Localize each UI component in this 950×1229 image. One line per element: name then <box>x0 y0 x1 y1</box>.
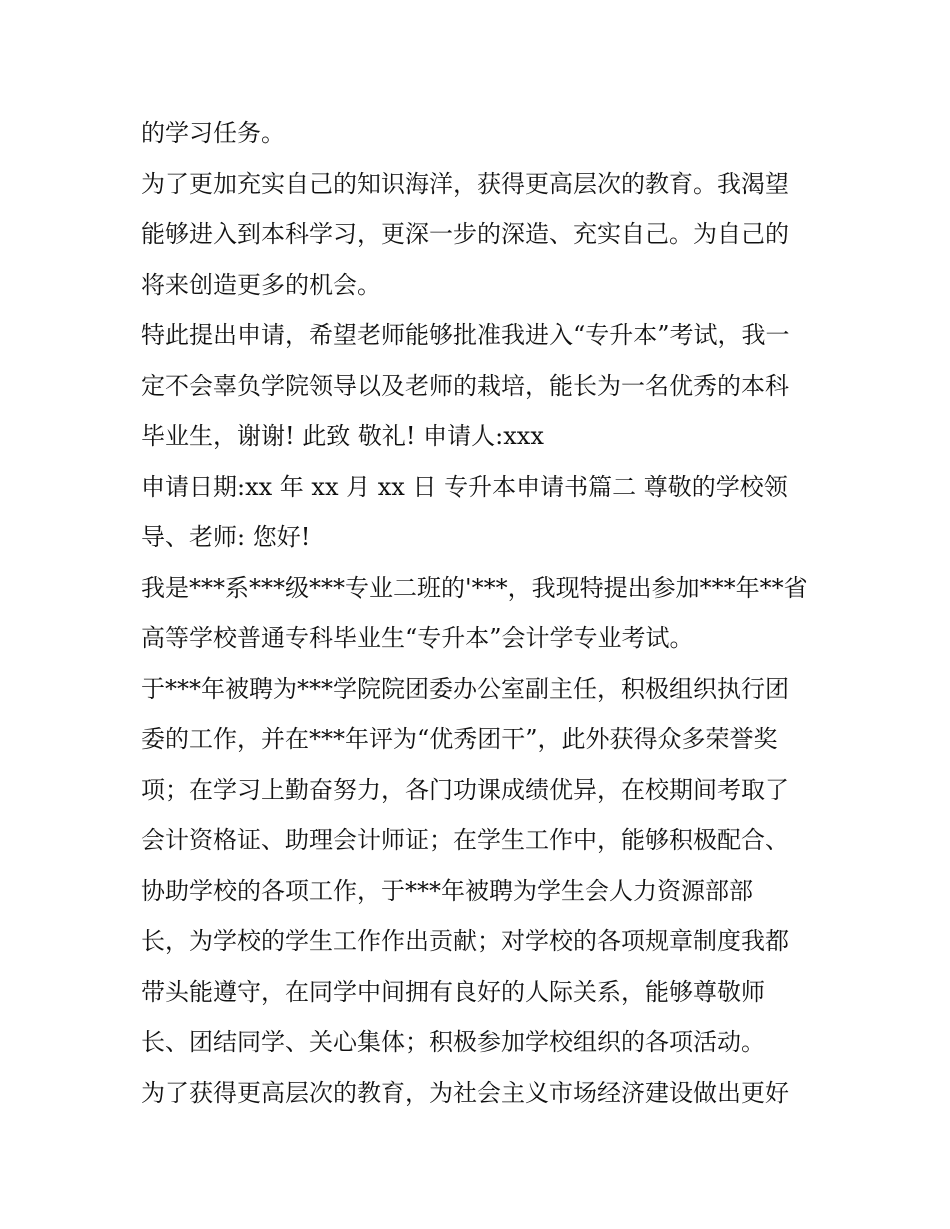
text-line: 会计资格证、助理会计师证；在学生工作中，能够积极配合、 <box>141 826 789 854</box>
text-line: 高等学校普通专科毕业生“专升本”会计学专业考试。 <box>141 624 694 652</box>
text-line: 特此提出申请，希望老师能够批准我进入“专升本”考试，我一 <box>141 321 790 349</box>
text-line: 长、团结同学、关心集体；积极参加学校组织的各项活动。 <box>141 1028 765 1056</box>
text-line: 能够进入到本科学习，更深一步的深造、充实自己。为自己的 <box>141 220 789 248</box>
text-line: 将来创造更多的机会。 <box>141 270 381 299</box>
text-line: 委的工作，并在***年评为“优秀团干”，此外获得众多荣誉奖 <box>141 725 778 753</box>
text-line: 带头能遵守，在同学中间拥有良好的人际关系，能够尊敬师 <box>141 977 765 1006</box>
text-line: 申请日期:xx 年 xx 月 xx 日 专升本申请书篇二 尊敬的学校领 <box>141 472 788 501</box>
text-line: 为了获得更高层次的教育，为社会主义市场经济建设做出更好 <box>141 1078 789 1107</box>
text-line: 于***年被聘为***学院院团委办公室副主任，积极组织执行团 <box>141 674 789 703</box>
text-line: 我是***系***级***专业二班的'***，我现特提出参加***年**省 <box>141 573 808 602</box>
text-line: 定不会辜负学院领导以及老师的栽培，能长为一名优秀的本科 <box>141 371 789 400</box>
text-line: 协助学校的各项工作，于***年被聘为学生会人力资源部部 <box>141 876 753 905</box>
text-line: 的学习任务。 <box>141 119 285 147</box>
text-line: 毕业生，谢谢! 此致 敬礼! 申请人:xxx <box>141 422 544 450</box>
document-body <box>141 108 821 1118</box>
text-line: 为了更加充实自己的知识海洋，获得更高层次的教育。我渴望 <box>141 169 789 198</box>
text-line: 导、老师: 您好! <box>141 523 311 551</box>
text-line: 长，为学校的学生工作作出贡献；对学校的各项规章制度我都 <box>141 927 789 955</box>
text-line: 项；在学习上勤奋努力，各门功课成绩优异，在校期间考取了 <box>141 775 789 804</box>
